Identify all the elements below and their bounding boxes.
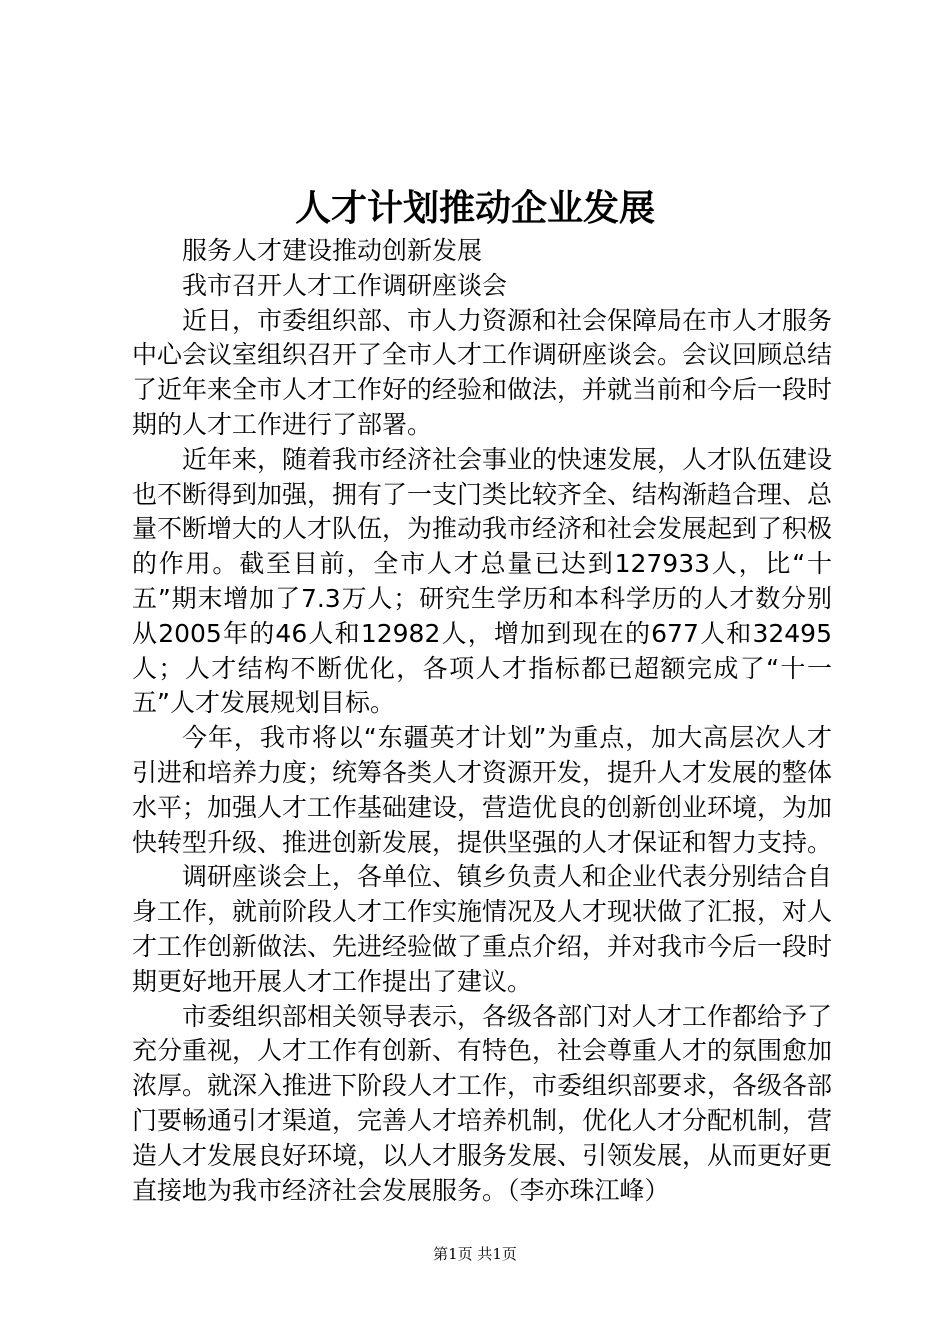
- document-title: 人才计划推动企业发展: [294, 187, 655, 229]
- body-paragraph: 今年，我市将以“东疆英才计划”为重点，加大高层次人才引进和培养力度；统筹各类人才资源开发，提升人才发展的整体水平；加强人才工作基础建设，营造优良的创新创业环境，为加快转型升级、推进创新发展，提供坚强的人才保证和智力支持。: [132, 723, 833, 857]
- body-paragraph: 近日，市委组织部、市人力资源和社会保障局在市人才服务中心会议室组织召开了全市人才工作调研座谈会。会议回顾总结了近年来全市人才工作好的经验和做法，并就当前和今后一段时期的人才工作进行了部署。: [132, 305, 833, 439]
- document-body: [132, 234, 832, 1208]
- subtitle-line: 服务人才建设推动创新发展: [182, 236, 483, 265]
- subtitle-line: 我市召开人才工作调研座谈会: [182, 270, 508, 300]
- page-number-footer: 第1页 共1页: [433, 1245, 517, 1263]
- body-paragraph: 调研座谈会上，各单位、镇乡负责人和企业代表分别结合自身工作，就前阶段人才工作实施情况及人才现状做了汇报，对人才工作创新做法、先进经验做了重点介绍，并对我市今后一段时期更好地开展人才工作提出了建议。: [132, 862, 833, 996]
- body-paragraph: 市委组织部相关领导表示，各级各部门对人才工作都给予了充分重视，人才工作有创新、有特色，社会尊重人才的氛围愈加浓厚。就深入推进下阶段人才工作，市委组织部要求，各级各部门要畅通引才渠道，完善人才培养机制，优化人才分配机制，营造人才发展良好环境，以人才服务发展、引领发展，从而更好更直接地为我市经济社会发展服务。（李亦珠江峰）: [132, 1001, 833, 1205]
- body-paragraph: 近年来，随着我市经济社会事业的快速发展，人才队伍建设也不断得到加强，拥有了一支门类比较齐全、结构渐趋合理、总量不断增大的人才队伍，为推动我市经济和社会发展起到了积极的作用。截至目前，全市人才总量已达到127933人，比“十五”期末增加了7.3万人；研究生学历和本科学历的人才数分别从2005年的46人和12982人，增加到现在的677人和32495人；人才结构不断优化，各项人才指标都已超额完成了“十一五”人才发展规划目标。: [132, 444, 833, 718]
